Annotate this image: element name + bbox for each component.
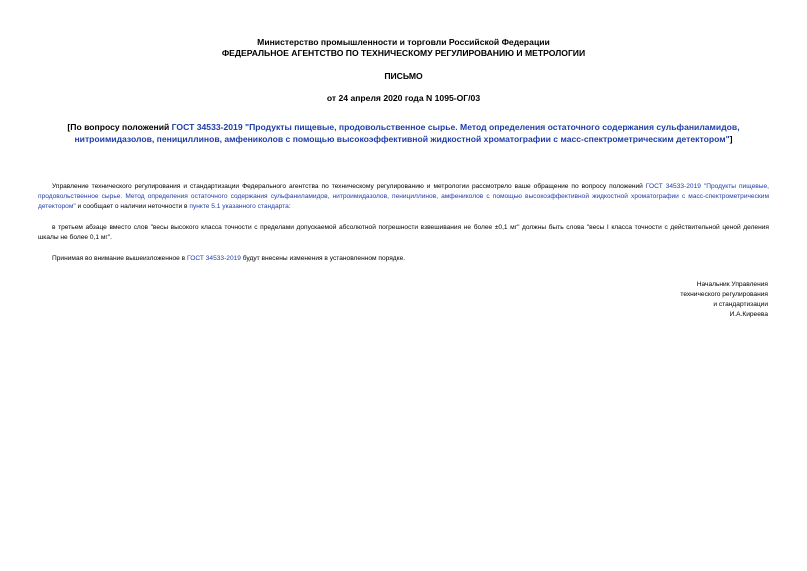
body-paragraph-3 [38,254,769,264]
document-subject [38,121,769,145]
signatory-name: И.А.Киреева [729,311,768,318]
paragraph-3-gost-link[interactable]: ГОСТ 34533-2019 [187,255,241,262]
paragraph-1-text-middle: и сообщает о наличии неточности в [75,203,190,210]
paragraph-1-gost-link[interactable]: ГОСТ 34533-2019 "Продукты пищевые, продовольственное сырье. Метод определения остаточного содержания сульфаниламидов, нитроимидазолов, пенициллинов, амфениколов с помощью высокоэффективной жидкостной хроматографии с масс-спектрометрическим детектором" [38,183,769,210]
signature-position-line-1: Начальник Управления [696,281,768,288]
subject-suffix: ] [729,134,733,144]
document-date: от 24 апреля 2020 года N 1095-ОГ/03 [326,93,481,103]
document-header [38,0,769,104]
body-paragraph-1 [38,182,769,212]
document-type: ПИСЬМО [384,71,423,81]
ministry-name: Министерство промышленности и торговли Российской Федерации [257,37,550,47]
paragraph-1-text-start: Управление технического регулирования и стандартизации Федерального агентства по техническому регулированию и метрологии рассмотрело ваше обращение по вопросу положений [52,183,646,190]
signature-position-line-2: технического регулирования [680,291,768,298]
paragraph-1-clause-link[interactable]: пункте 5.1 указанного стандарта [189,203,289,210]
paragraph-3-text-end: будут внесены изменения в установленном порядке. [240,255,406,262]
paragraph-1-text-end: : [288,203,291,210]
paragraph-3-text-start: Принимая во внимание вышеизложенное в [52,255,188,262]
signature-block [680,280,768,320]
signature-position-line-3: и стандартизации [713,301,768,308]
document-body [38,182,769,264]
subject-gost-link[interactable]: ГОСТ 34533-2019 "Продукты пищевые, продовольственное сырье. Метод определения остаточного содержания сульфаниламидов, нитроимидазолов, пенициллинов, амфениколов с помощью высокоэффективной жидкостной хроматографии с масс-спектрометрическим детектором" [74,122,740,144]
subject-prefix: [По вопросу положений [67,122,172,132]
agency-name: ФЕДЕРАЛЬНОЕ АГЕНТСТВО ПО ТЕХНИЧЕСКОМУ РЕГУЛИРОВАНИЮ И МЕТРОЛОГИИ [221,48,586,58]
body-paragraph-2: в третьем абзаце вместо слов "весы высокого класса точности с пределами допускаемой абсолютной погрешности взвешивания не более ±0,1 мг" должны быть слова "весы I класса точности с действительной ценой деления шкалы не более 0,1 мг". [38,224,769,241]
